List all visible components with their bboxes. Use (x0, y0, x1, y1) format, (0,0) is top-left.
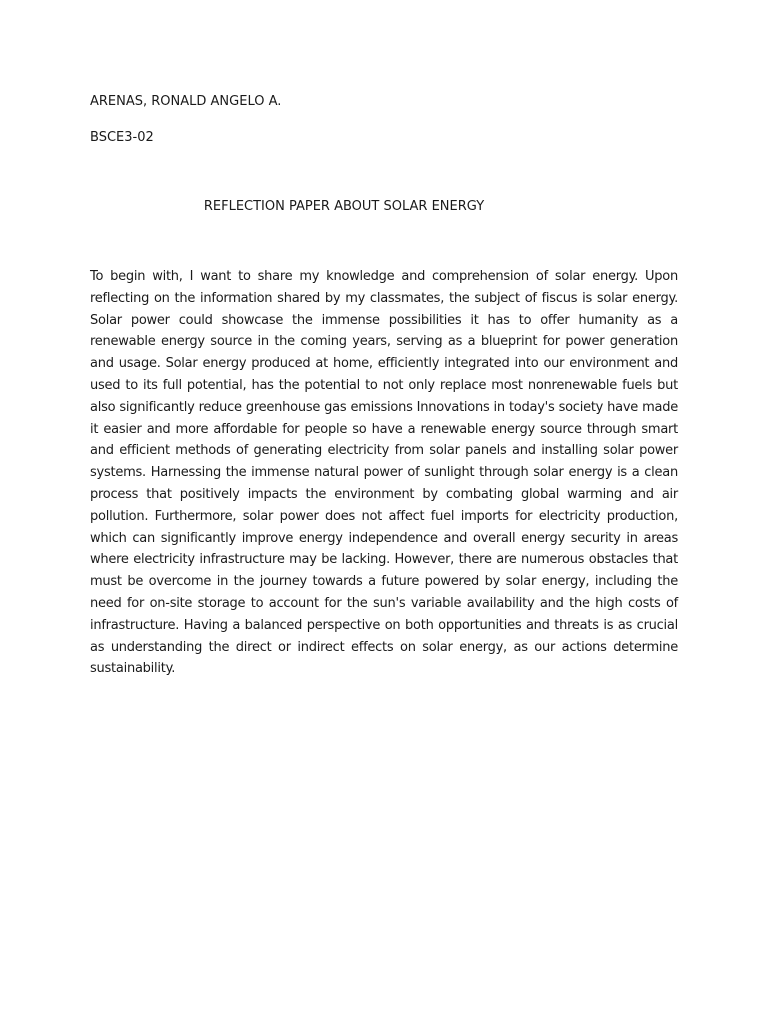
body-paragraph: To begin with, I want to share my knowledge and comprehension of solar energy. Upon reflecting on the information shared by my classmates, the subject of fiscus is solar energy. Solar power could showcase the immense possibilities it has to offer humanity as a renewable energy source in the coming years, serving as a blueprint for power generation and usage. Solar energy produced at home, efficiently integrated into our environment and used to its full potential, has the potential to not only replace most nonrenewable fuels but also significantly reduce greenhouse gas emissions Innovations in today's society have made it easier and more affordable for people so have a renewable energy source through smart and efficient methods of generating electricity from solar panels and installing solar power systems. Harnessing the immense natural power of sunlight through solar energy is a clean process that positively impacts the environment by combating global warming and air pollution. Furthermore, solar power does not affect fuel imports for electricity production, which can significantly improve energy independence and overall energy security in areas where electricity infrastructure may be lacking. However, there are numerous obstacles that must be overcome in the journey towards a future powered by solar energy, including the need for on-site storage to account for the sun's variable availability and the high costs of infrastructure. Having a balanced perspective on both opportunities and threats is as crucial as understanding the direct or indirect effects on solar energy, as our actions determine sustainability. (90, 269, 678, 677)
section-code: BSCE3-02 (90, 130, 154, 145)
document-title: REFLECTION PAPER ABOUT SOLAR ENERGY (203, 199, 485, 214)
author-name: ARENAS, RONALD ANGELO A. (90, 94, 282, 109)
